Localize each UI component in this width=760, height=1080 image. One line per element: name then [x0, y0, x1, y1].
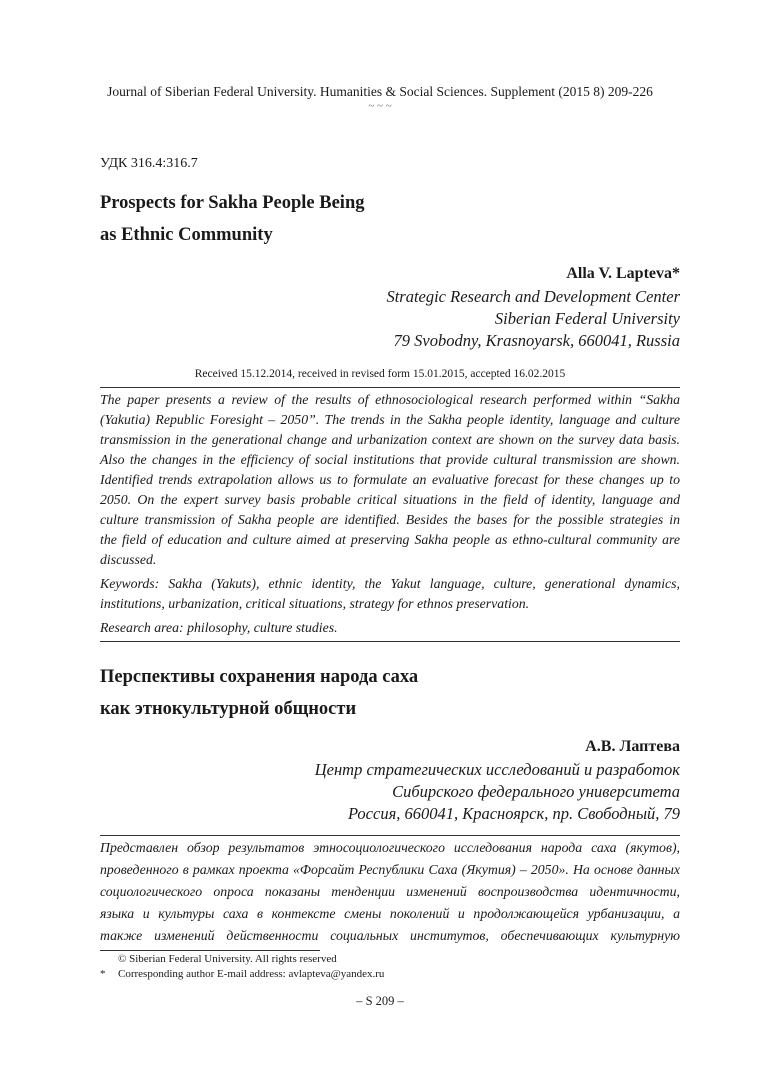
- received-dates: Received 15.12.2014, received in revised form 15.01.2015, accepted 16.02.2015: [194, 368, 566, 380]
- russian-affiliation-line: Сибирского федерального университета: [392, 782, 680, 801]
- journal-header: Journal of Siberian Federal University. Humanities & Social Sciences. Supplement (2015 8) 209-226: [107, 84, 653, 99]
- footnote-divider: [100, 950, 320, 951]
- russian-abstract-line: социологического опроса показаны тенденции изменений воспроизводства идентичности,: [100, 884, 680, 899]
- header-ornament: ~ ~ ~: [368, 100, 392, 112]
- abstract-line: 2050. On the expert survey basis probable critical situations in the field of identity, language and: [100, 492, 680, 507]
- keywords-line: institutions, urbanization, critical situations, strategy for ethnos preservation.: [100, 596, 530, 611]
- abstract-line: The paper presents a review of the results of ethnosociological research performed within “Sakha: [100, 392, 680, 407]
- english-author: Alla V. Lapteva*: [566, 265, 680, 282]
- divider: [100, 835, 680, 836]
- russian-affiliation-line: Центр стратегических исследований и разработок: [314, 760, 680, 779]
- russian-abstract-line: языка и культуры саха в контексте смены поколений и продолжающейся урбанизации, а: [100, 906, 680, 921]
- abstract-line: Identified trends extrapolation allows us to formulate an evaluative forecast for these changes up to: [100, 472, 680, 487]
- russian-affiliation-line: Россия, 660041, Красноярск, пр. Свободный, 79: [347, 804, 680, 823]
- divider: [100, 641, 680, 642]
- keywords-line: Keywords: Sakha (Yakuts), ethnic identity, the Yakut language, culture, generational dynamics,: [100, 576, 680, 591]
- russian-abstract-line: также изменений действенности социальных институтов, обеспечивающих культурную: [100, 928, 680, 943]
- abstract-line: discussed.: [100, 552, 157, 567]
- english-affiliation-line: 79 Svobodny, Krasnoyarsk, 660041, Russia: [393, 331, 680, 350]
- english-title-line-2: as Ethnic Community: [100, 225, 273, 245]
- divider: [100, 387, 680, 388]
- abstract-line: Also the changes in the efficiency of social institutions that provide cultural transmission are shown.: [100, 452, 680, 467]
- russian-title-line-1: Перспективы сохранения народа саха: [100, 667, 419, 687]
- english-affiliation-line: Siberian Federal University: [494, 309, 680, 328]
- corresponding-author-footnote: Corresponding author E-mail address: avlapteva@yandex.ru: [118, 968, 385, 980]
- research-area: Research area: philosophy, culture studies.: [100, 620, 338, 635]
- abstract-line: the field of education and culture aimed at preserving Sakha people as ethno-cultural community are: [100, 532, 680, 547]
- udk-code: УДК 316.4:316.7: [100, 156, 198, 171]
- abstract-line: (Yakutia) Republic Foresight – 2050”. The trends in the Sakha people identity, language and culture: [100, 412, 680, 427]
- english-title-line-1: Prospects for Sakha People Being: [100, 193, 365, 213]
- russian-abstract-line: проведенного в рамках проекта «Форсайт Республики Саха (Якутия) – 2050». На основе данных: [100, 862, 680, 877]
- abstract-line: transmission in the generational change and urbanization context are shown on the survey data basis.: [100, 432, 680, 447]
- russian-title-line-2: как этнокультурной общности: [100, 699, 357, 719]
- abstract-line: culture transmission of Sakha people are identified. Besides the bases for the possible strategies in: [100, 512, 680, 527]
- english-affiliation-line: Strategic Research and Development Center: [386, 287, 680, 306]
- russian-abstract-line: Представлен обзор результатов этносоциологического исследования народа саха (якутов),: [100, 840, 680, 855]
- russian-author: А.В. Лаптева: [585, 738, 680, 755]
- footnote-marker: *: [100, 968, 106, 980]
- page-number: – S 209 –: [356, 994, 404, 1008]
- copyright-footnote: © Siberian Federal University. All rights reserved: [118, 953, 337, 965]
